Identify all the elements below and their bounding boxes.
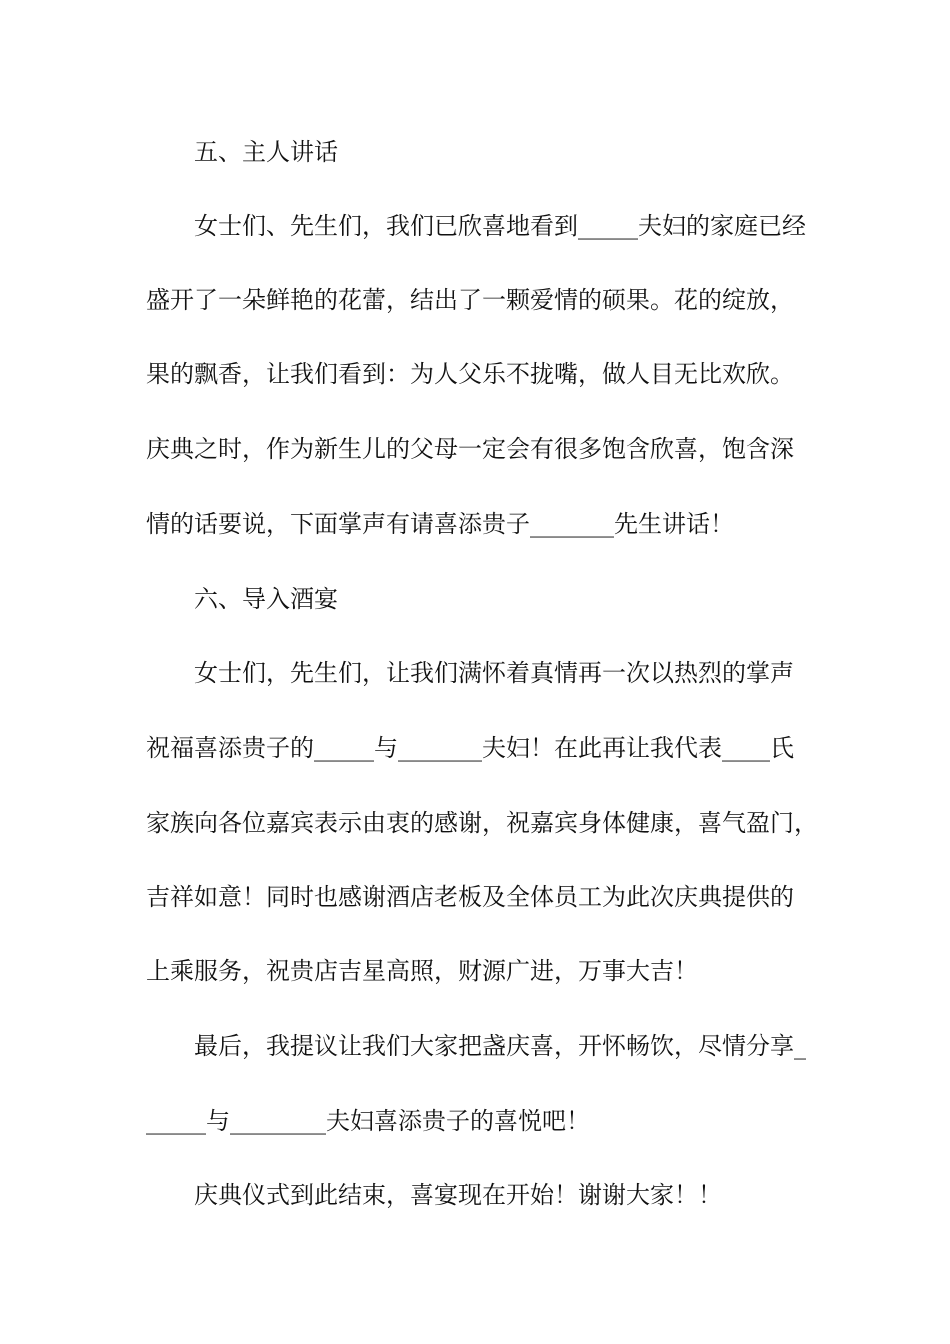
paragraph-line: 家族向各位嘉宾表示由衷的感谢，祝嘉宾身体健康，喜气盈门， — [146, 809, 818, 837]
paragraph-line: _____与________夫妇喜添贵子的喜悦吧！ — [146, 1107, 590, 1135]
paragraph-line: 庆典之时，作为新生儿的父母一定会有很多饱含欣喜，饱含深 — [146, 435, 794, 463]
section-heading-host-speech: 五、主人讲话 — [194, 138, 338, 166]
paragraph-line: 祝福喜添贵子的_____与_______夫妇！在此再让我代表____氏 — [146, 734, 794, 762]
paragraph-line: 盛开了一朵鲜艳的花蕾，结出了一颗爱情的硕果。花的绽放， — [146, 286, 794, 314]
paragraph-line: 女士们，先生们，让我们满怀着真情再一次以热烈的掌声 — [194, 659, 794, 687]
paragraph-line: 吉祥如意！同时也感谢酒店老板及全体员工为此次庆典提供的 — [146, 883, 794, 911]
paragraph-line: 最后，我提议让我们大家把盏庆喜，开怀畅饮，尽情分享_ — [194, 1032, 806, 1060]
paragraph-line: 庆典仪式到此结束，喜宴现在开始！谢谢大家！！ — [194, 1181, 722, 1209]
paragraph-line: 上乘服务，祝贵店吉星高照，财源广进，万事大吉！ — [146, 957, 698, 985]
paragraph-line: 女士们、先生们，我们已欣喜地看到_____夫妇的家庭已经 — [194, 212, 806, 240]
paragraph-line: 情的话要说，下面掌声有请喜添贵子_______先生讲话！ — [146, 510, 734, 538]
section-heading-banquet: 六、导入酒宴 — [194, 585, 338, 613]
paragraph-line: 果的飘香，让我们看到：为人父乐不拢嘴，做人目无比欢欣。 — [146, 360, 794, 388]
